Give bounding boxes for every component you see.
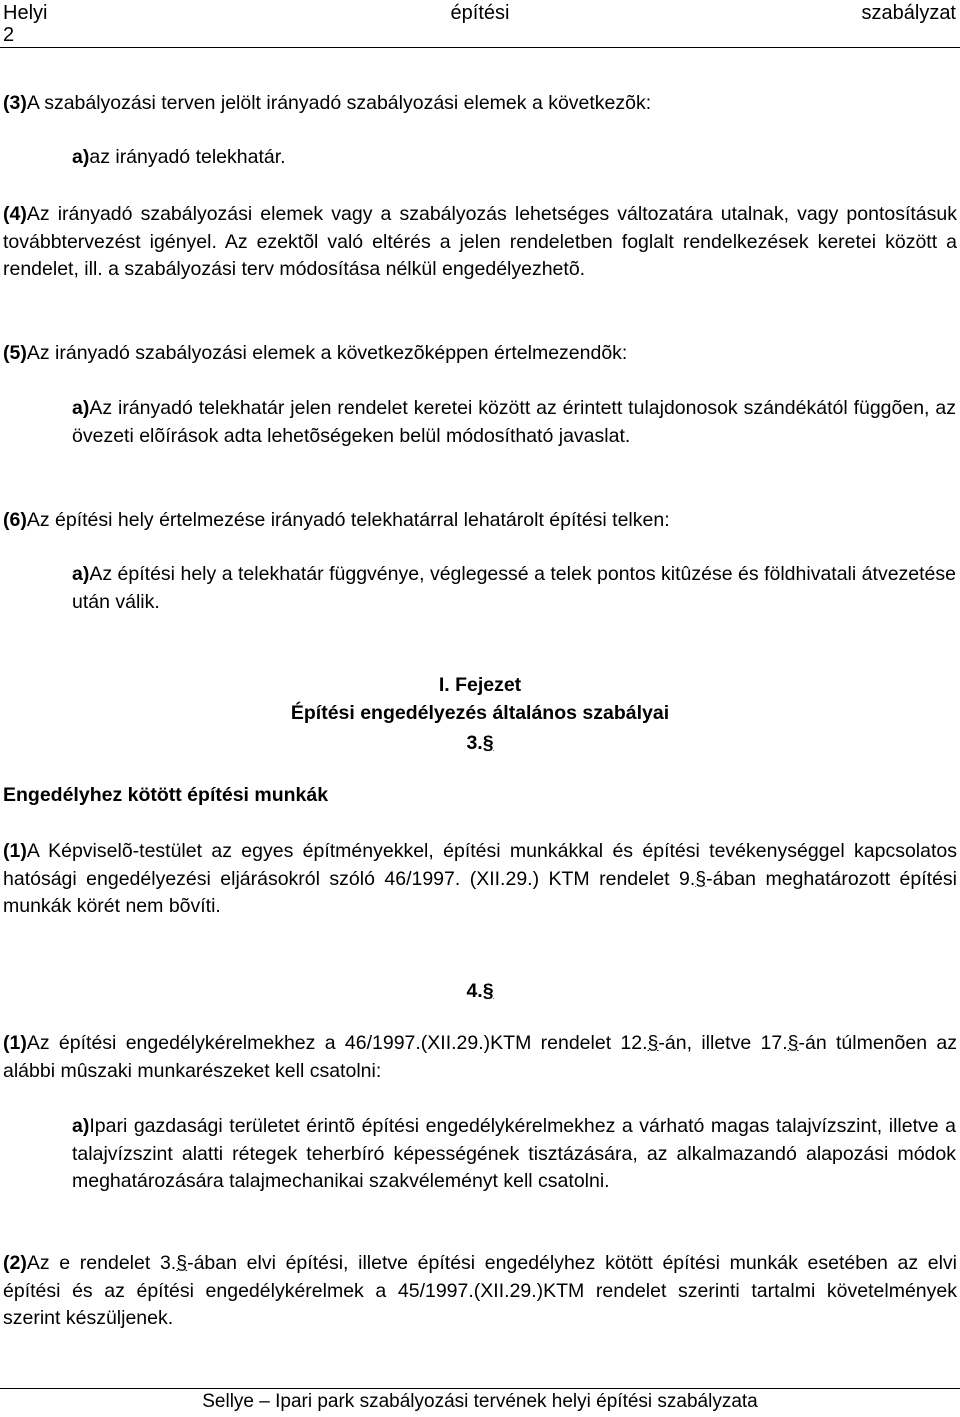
section-heading-4 bbox=[0, 977, 960, 1005]
section-number: 4. bbox=[466, 980, 483, 1002]
paragraph-text: A Képviselõ-testület az egyes építményekkel, építési munkákkal és építési tevékenységgel kapcsolatos hatósági engedélyezési eljárásokról szóló 46/1997. (XII.29.) KTM rendelet 9. bbox=[3, 840, 957, 890]
section-4-item-a bbox=[72, 1113, 956, 1196]
section-heading-3 bbox=[0, 729, 960, 757]
paragraph-5 bbox=[3, 340, 958, 368]
paragraph-number: (4) bbox=[3, 203, 27, 225]
paragraph-number: (6) bbox=[3, 509, 27, 531]
header-center: építési bbox=[450, 2, 510, 24]
paragraph-text-cont: -án, illetve 17. bbox=[658, 1032, 788, 1054]
section-sign: § bbox=[647, 1032, 659, 1054]
section-4-paragraph-2 bbox=[3, 1250, 957, 1333]
paragraph-text: Az e rendelet 3. bbox=[26, 1252, 177, 1274]
header-left: Helyi bbox=[3, 2, 48, 24]
paragraph-text: A szabályozási terven jelölt irányadó szabályozási elemek a következõk: bbox=[26, 92, 652, 114]
page-number: 2 bbox=[3, 24, 15, 46]
paragraph-6-item-a bbox=[72, 561, 956, 616]
paragraph-number: (1) bbox=[3, 1032, 27, 1054]
item-text: Ipari gazdasági területet érintõ építési engedélykérelmekhez a várható magas talajvízszint, illetve a talajvízszint alatti rétegek teherbíró képességének tisztázására, az alkalmazandó alapozási módok meghatározására talajmechanikai szakvéleményt kell csatolni. bbox=[72, 1115, 956, 1193]
item-text: Az építési hely a telekhatár függvénye, véglegessé a telek pontos kitûzése és földhivatali átvezetése után válik. bbox=[72, 563, 956, 613]
paragraph-text: Az építési hely értelmezése irányadó telekhatárral lehatárolt építési telken: bbox=[26, 509, 670, 531]
item-letter: a) bbox=[72, 1115, 90, 1137]
item-letter: a) bbox=[72, 146, 90, 168]
paragraph-number: (3) bbox=[3, 92, 27, 114]
paragraph-number: (5) bbox=[3, 342, 27, 364]
item-text: az irányadó telekhatár. bbox=[89, 146, 286, 168]
paragraph-number: (1) bbox=[3, 840, 27, 862]
paragraph-text-cont: -án túlmenõen az alábbi mûszaki munkarészeket kell csatolni: bbox=[3, 1032, 957, 1082]
page-footer: Sellye – Ipari park szabályozási tervének helyi építési szabályzata bbox=[202, 1391, 758, 1412]
chapter-label: I. Fejezet bbox=[438, 674, 522, 696]
item-letter: a) bbox=[72, 397, 90, 419]
section-3-paragraph-1 bbox=[3, 838, 957, 921]
section-sign: § bbox=[482, 732, 494, 754]
section-sign: § bbox=[787, 1032, 799, 1054]
page-header bbox=[0, 0, 960, 50]
header-rule bbox=[0, 47, 960, 48]
paragraph-text: Az irányadó szabályozási elemek a következõképpen értelmezendõk: bbox=[26, 342, 628, 364]
header-right: szabályzat bbox=[861, 2, 956, 24]
paragraph-number: (2) bbox=[3, 1252, 27, 1274]
paragraph-text: Az építési engedélykérelmekhez a 46/1997.(XII.29.)KTM rendelet 12. bbox=[26, 1032, 648, 1054]
paragraph-6 bbox=[3, 507, 958, 535]
chapter-title: Építési engedélyezés általános szabályai bbox=[290, 702, 670, 724]
paragraph-4 bbox=[3, 201, 957, 284]
paragraph-3-item-a bbox=[72, 144, 958, 172]
item-letter: a) bbox=[72, 563, 90, 585]
item-text: Az irányadó telekhatár jelen rendelet keretei között az érintett tulajdonosok szándékától függõen, az övezeti elõírások adta lehetõségeken belül módosítható javaslat. bbox=[72, 397, 956, 447]
section-sign: § bbox=[695, 867, 707, 890]
paragraph-text-cont: -ában meghatározott építési munkák körét nem bõvíti. bbox=[3, 867, 957, 918]
section-sign: § bbox=[176, 1252, 188, 1274]
paragraph-text-cont: -ában elvi építési, illetve építési engedélyhez kötött építési munkák esetében az elvi építési és az építési engedélykérelmek a 45/1997.(XII.29.)KTM rendelet szerinti tartalmi követelmények szerint készüljenek. bbox=[3, 1252, 958, 1330]
paragraph-5-item-a bbox=[72, 395, 956, 450]
section-subtitle: Engedélyhez kötött építési munkák bbox=[3, 784, 329, 806]
paragraph-3 bbox=[3, 90, 958, 118]
section-4-paragraph-1 bbox=[3, 1030, 957, 1085]
paragraph-text: Az irányadó szabályozási elemek vagy a szabályozás lehetséges változatára utalnak, vagy pontosításuk továbbtervezést igényel. Az ezektõl való eltérés a jelen rendeletben foglalt rendelkezések keretei között a rendelet, ill. a szabályozási terv módosítása nélkül engedélyezhetõ. bbox=[3, 203, 957, 281]
section-sign: § bbox=[482, 980, 494, 1002]
section-number: 3. bbox=[466, 732, 483, 754]
